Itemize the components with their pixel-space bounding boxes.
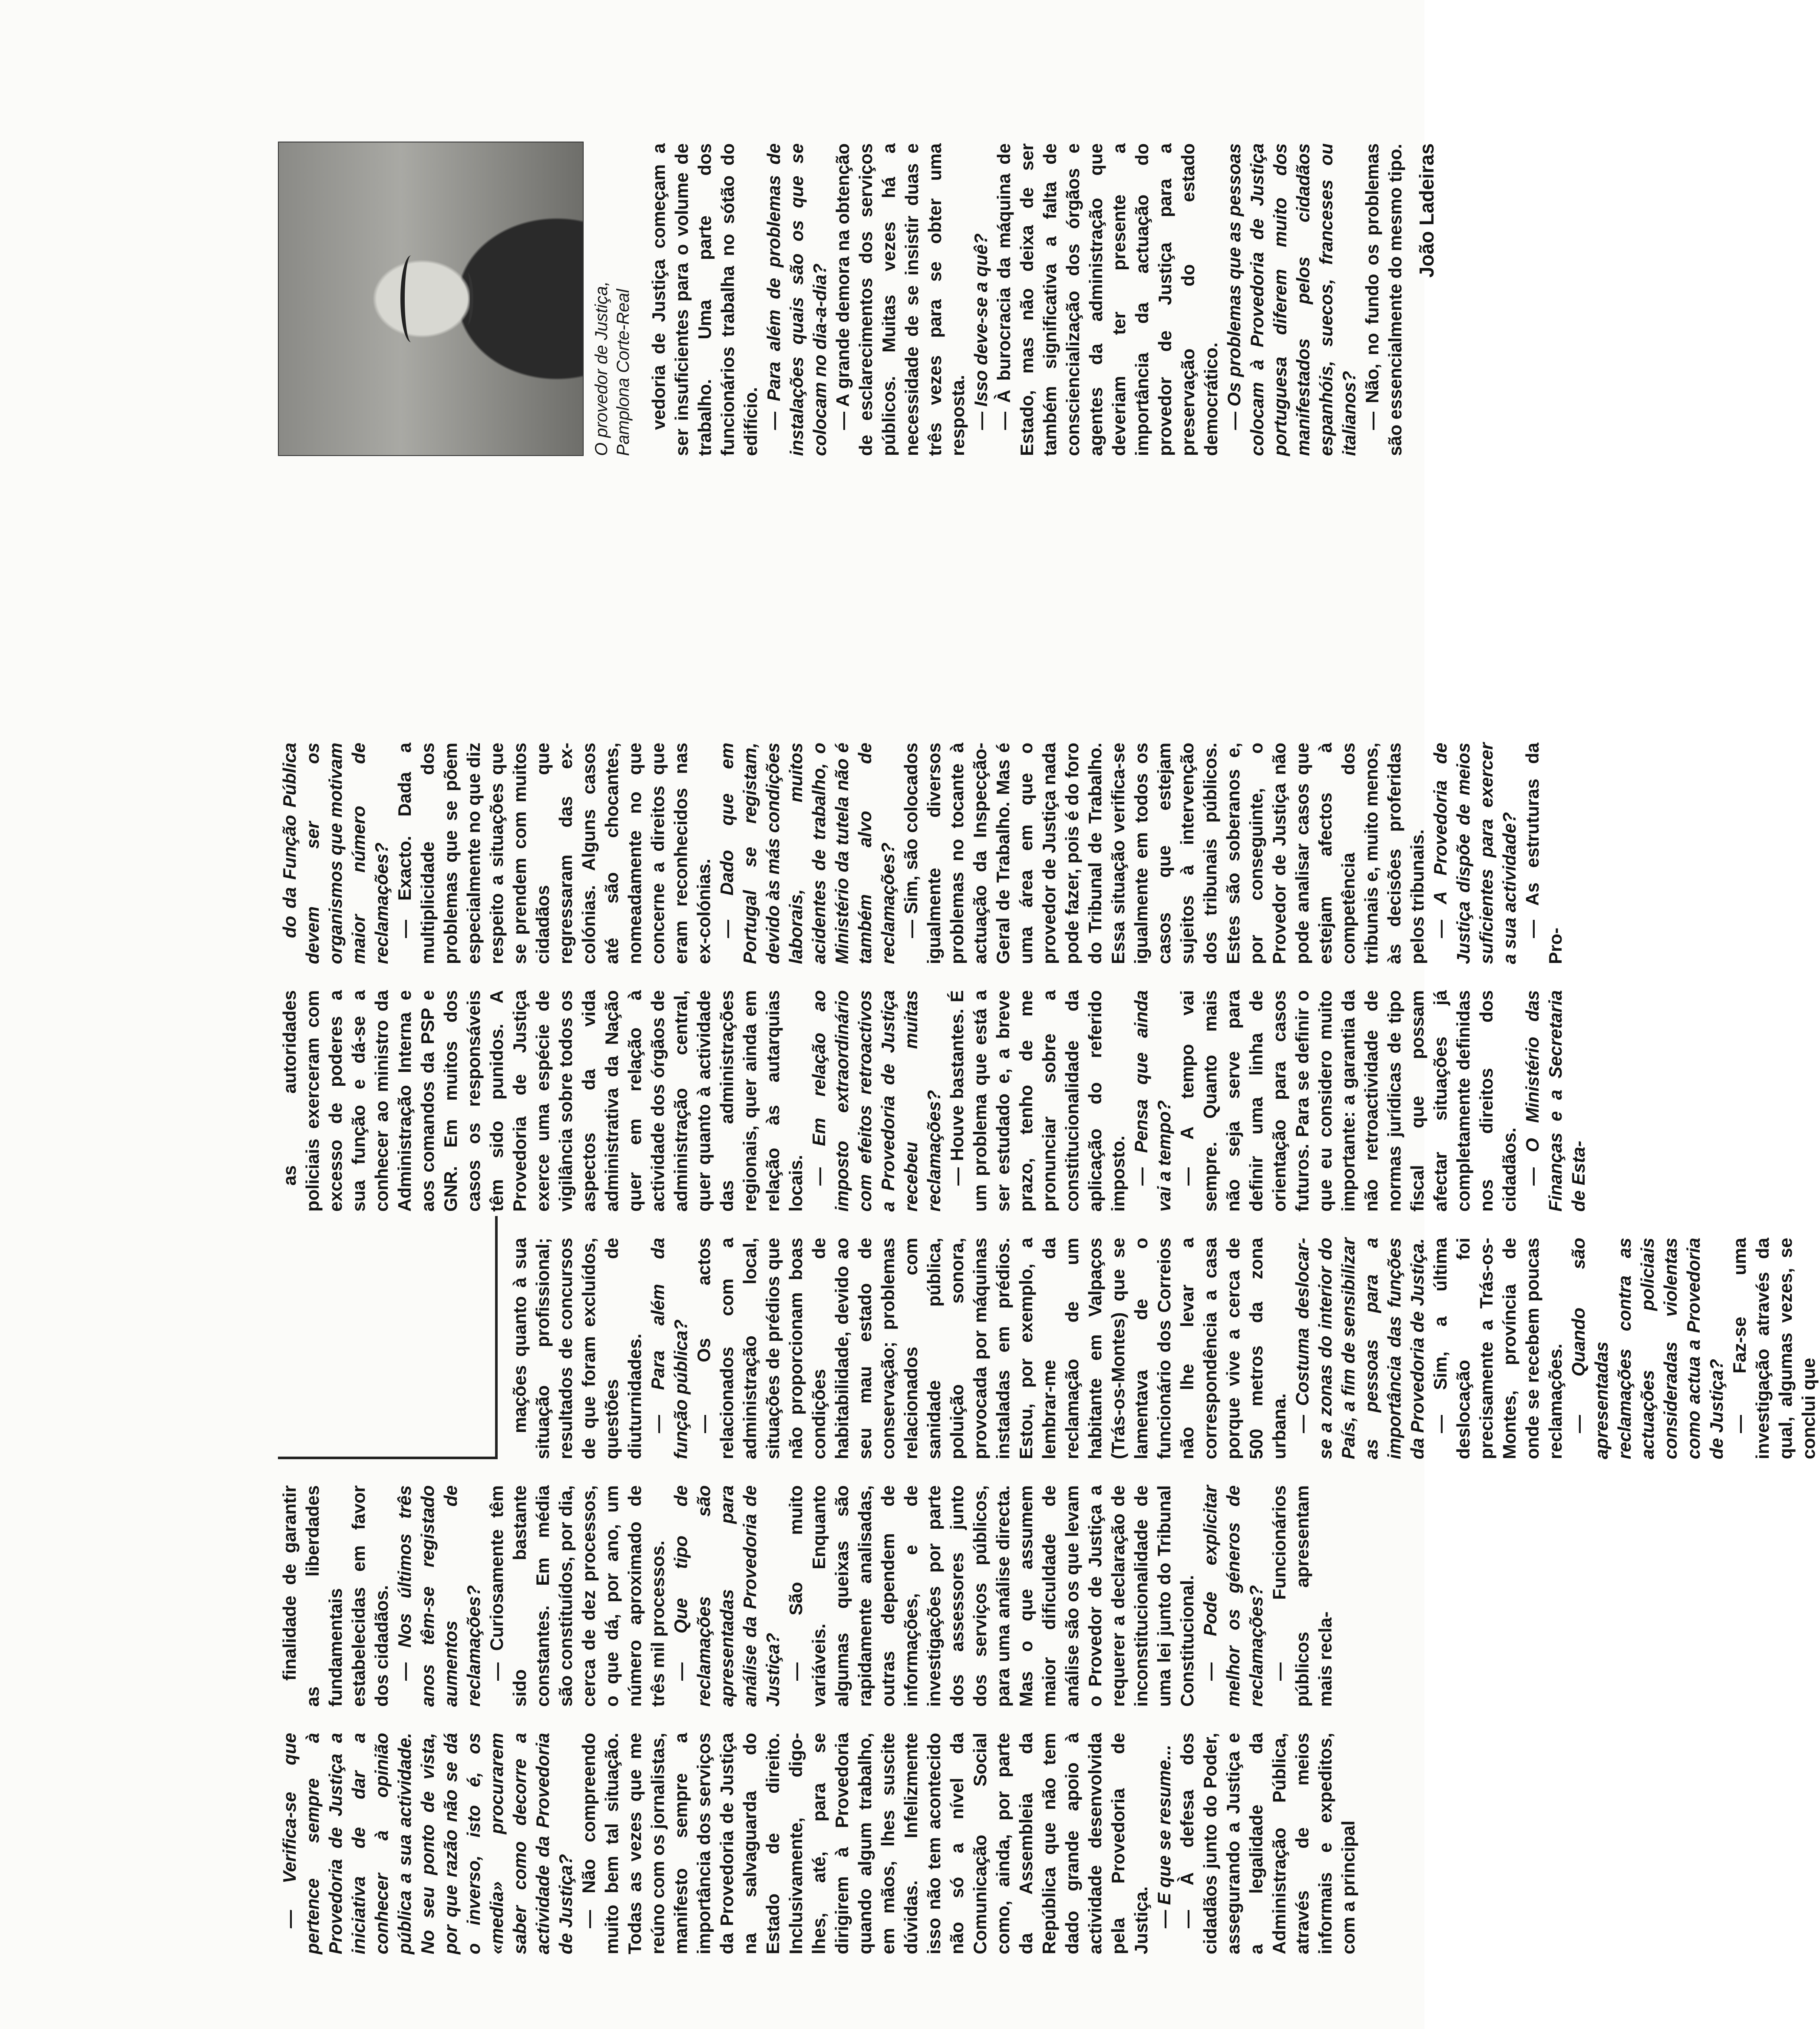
answer-paragraph: — Faz-se uma investigação através da qual, algumas vezes, se conclui que [1729, 1238, 1819, 1459]
portrait-mouth [461, 273, 473, 325]
answer-paragraph: — São muito variáveis. Enquanto algumas queixas são rapidamente analisadas, outras dependem de informações, e de investigações por parte dos assessores junto dos serviços públicos, para uma análise directa. Mas o que assumem maior dificuldade de análise são os que levam o Provedor de Justiça a requerer a declaração de inconstitucionalidade de uma lei junto do Tribunal Constitucional. [786, 1485, 1197, 1707]
caption-line-1: O provedor de Justiça, [592, 281, 611, 456]
text-column-3 [508, 1238, 1820, 1459]
divider-horizontal [495, 1216, 498, 1459]
author-signature: João Ladeiras [1415, 143, 1438, 278]
answer-paragraph: — Não compreendo muito bem tal situação. Todas as vezes que me reúno com os jornalistas, manifesto sempre a importância dos serviços da Provedoria de Justiça na salvaguarda do Estado de direito. Inclusivamente, digo-lhes, até, para se dirigirem à Provedoria quando algum trabalho, em mãos, lhes suscite dúvidas. Infelizmente isso não tem acontecido não só a nível da Comunicação Social como, ainda, por parte da Assembleia da República que não tem dado grande apoio à actividade desenvolvida pela Provedoria de Justiça. [578, 1733, 1151, 1954]
portrait-eyes [400, 255, 422, 342]
answer-paragraph: — Houve bastantes. É um problema que está a ser estudado e, a breve prazo, tenho de me pronunciar sobre a constitucionalidade da aplicação do referido imposto. [947, 990, 1128, 1212]
answer-paragraph: — As estruturas da Pro- [1522, 743, 1566, 964]
answer-paragraph: — À burocracia da máquina de Estado, mas não deixa de ser também significativa a falta de consciencialização dos órgãos e agentes da administração que deveriam ter presente a importância da actuação do provedor de Justiça para a preservação do estado democrático. [994, 143, 1221, 456]
answer-paragraph: — Sim, a última deslocação foi precisamente a Trás-os-Montes, província de onde se recebem poucas reclamações. [1430, 1238, 1566, 1459]
question-paragraph: — Nos últimos três anos têm-se registado aumentos de reclamações? [394, 1485, 484, 1707]
answer-paragraph: — À defesa dos cidadãos junto do Poder, assegurando a Justiça e a legalidade da Administração Pública, através de meios informais e expeditos, com a principal [1177, 1733, 1358, 1954]
answer-paragraph: — Curiosamente têm sido bastante constantes. Em média são constituídos, por dia, cerca de dez processos, o que dá, por ano, um número aproximado de três mil processos. [486, 1485, 668, 1707]
question-paragraph: do da Função Pública devem ser os organismos que motivam maior número de reclamações? [279, 743, 392, 964]
caption-line-2: Pamplona Corte-Real [614, 289, 633, 456]
question-paragraph: — Em relação ao imposto extraordinário com efeitos retroactivos a Provedoria de Justiça recebeu muitas reclamações? [809, 990, 944, 1212]
question-paragraph: — Para além de problemas de instalações quais são os que se colocam no dia-a-dia? [763, 143, 830, 456]
question-paragraph: — Pode explicitar melhor os géneros de reclamações? [1200, 1485, 1266, 1707]
answer-paragraph: — A grande demora na obtenção de esclarecimentos dos serviços públicos. Muitas vezes há a necessidade de se insistir duas e três vezes para se obter uma resposta. [832, 143, 968, 456]
answer-paragraph: vedoria de Justiça começam a ser insuficientes para o volume de trabalho. Uma parte dos funcionários trabalha no sótão do edifício. [648, 143, 761, 456]
text-column-5 [278, 743, 1567, 964]
question-paragraph: — E que se resume... [1154, 1745, 1174, 1928]
portrait-photo [278, 142, 584, 456]
question-paragraph: — Quando são apresentadas reclamações contra as actuações policiais consideradas violentas como actua a Provedoria de Justiça? [1568, 1238, 1727, 1459]
answer-paragraph: — Funcionários públicos apresentam mais recla- [1269, 1485, 1335, 1707]
question-paragraph: — Costuma deslocar-se a zonas do interior do País, a fim de sensibilizar as pessoas para a importância das funções da Provedoria de Justiça. [1292, 1238, 1427, 1459]
question-paragraph: — Dado que em Portugal se registam, devido às más condições laborais, muitos acidentes de trabalho, o Ministério da tutela não é também alvo de reclamações? [717, 743, 898, 964]
question-paragraph: — Que tipo de reclamações são apresentadas para análise da Provedoria de Justiça? [671, 1485, 783, 1707]
text-column-2 [278, 1485, 1337, 1707]
answer-paragraph: — Sim, são colocados igualmente diversos problemas no tocante à actuação da Inspecção-Geral de Trabalho. Mas é uma área em que o provedor de Justiça nada pode fazer, pois é do foro do Tribunal de Trabalho. Essa situação verifica-se igualmente em todos os casos que estejam sujeitos à intervenção dos tribunais públicos. Estes são soberanos e, por conseguinte, o Provedor de Justiça não pode analisar casos que estejam afectos à competência dos tribunais e, muito menos, às decisões proferidas pelos tribunais. [901, 743, 1427, 964]
answer-paragraph: mações quanto à sua situação profissional; resultados de concursos de que foram excluídos, questões de diuturnidades. [509, 1238, 645, 1459]
text-column-6 [647, 143, 1438, 456]
question-paragraph: — Isso deve-se a quê? [971, 233, 991, 430]
answer-paragraph: — A tempo vai sempre. Quanto mais não seja serve para definir uma linha de orientação para casos futuros. Para se definir o que eu considero muito importante: a garantia da não retroactividade de normas jurídicas de tipo fiscal que possam afectar situações já completamente definidas nos direitos dos cidadãos. [1177, 990, 1519, 1212]
photo-caption [591, 143, 634, 456]
question-paragraph: — O Ministério das Finanças e a Secretaria de Esta- [1522, 990, 1589, 1212]
answer-paragraph: finalidade de garantir as liberdades fundamentais estabelecidas em favor dos cidadãos. [279, 1485, 392, 1707]
divider-vertical [278, 1457, 495, 1459]
question-paragraph: — Verifica-se que pertence sempre à Provedoria de Justiça a iniciativa de dar a conhecer à opinião pública a sua actividade. No seu ponto de vista, por que razão não se dá o inverso, isto é, os «media» procurarem saber como decorre a actividade da Provedoria de Justiça? [279, 1733, 576, 1954]
question-paragraph: — A Provedoria de Justiça dispõe de meios suficientes para exercer a sua actividade? [1430, 743, 1519, 964]
answer-paragraph: — Não, no fundo os problemas são essencialmente do mesmo tipo. [1362, 143, 1405, 456]
answer-paragraph: — Exacto. Dada a multiplicidade dos problemas que se põem especialmente no que diz respeito a situações que se prendem com muitos cidadãos que regressaram das ex-colónias. Alguns casos até são chocantes, nomeadamente no que concerne a direitos que eram reconhecidos nas ex-colónias. [394, 743, 714, 964]
text-column-1 [278, 1733, 1360, 1954]
question-paragraph: — Pensa que ainda vai a tempo? [1131, 990, 1174, 1212]
question-paragraph: — Para além da função pública? [647, 1238, 691, 1459]
answer-paragraph: as autoridades policiais exerceram com excesso de poderes a sua função e dá-se a conhecer ao ministro da Administração Interna e aos comandos da PSP e GNR. Em muitos dos casos os responsáveis têm sido punidos. A Provedoria de Justiça exerce uma espécie de vigilância sobre todos os aspectos da vida administrativa da Nação quer em relação à actividade dos órgãos de administração central, quer quanto à actividade das administrações regionais, quer ainda em relação às autarquias locais. [279, 990, 806, 1212]
newspaper-clipping [278, 104, 1819, 1954]
text-column-4 [278, 990, 1590, 1212]
answer-paragraph: — Os actos relacionados com a administração local, situações de prédios que não proporcionam boas condições de habitabilidade, devido ao seu mau estado de conservação; problemas relacionados com sanidade pública, poluição sonora, provocada por máquinas instaladas em prédios. Estou, por exemplo, a lembrar-me da reclamação de um habitante em Valpaços (Trás-os-Montes) que se lamentava de o funcionário dos Correios não lhe levar a correspondência a casa porque vive a cerca de 500 metros da zona urbana. [694, 1238, 1289, 1459]
question-paragraph: — Os problemas que as pessoas colocam à Provedoria de Justiça portuguesa diferem muito dos manifestados pelos cidadãos espanhóis, suecos, franceses ou italianos? [1224, 143, 1359, 456]
